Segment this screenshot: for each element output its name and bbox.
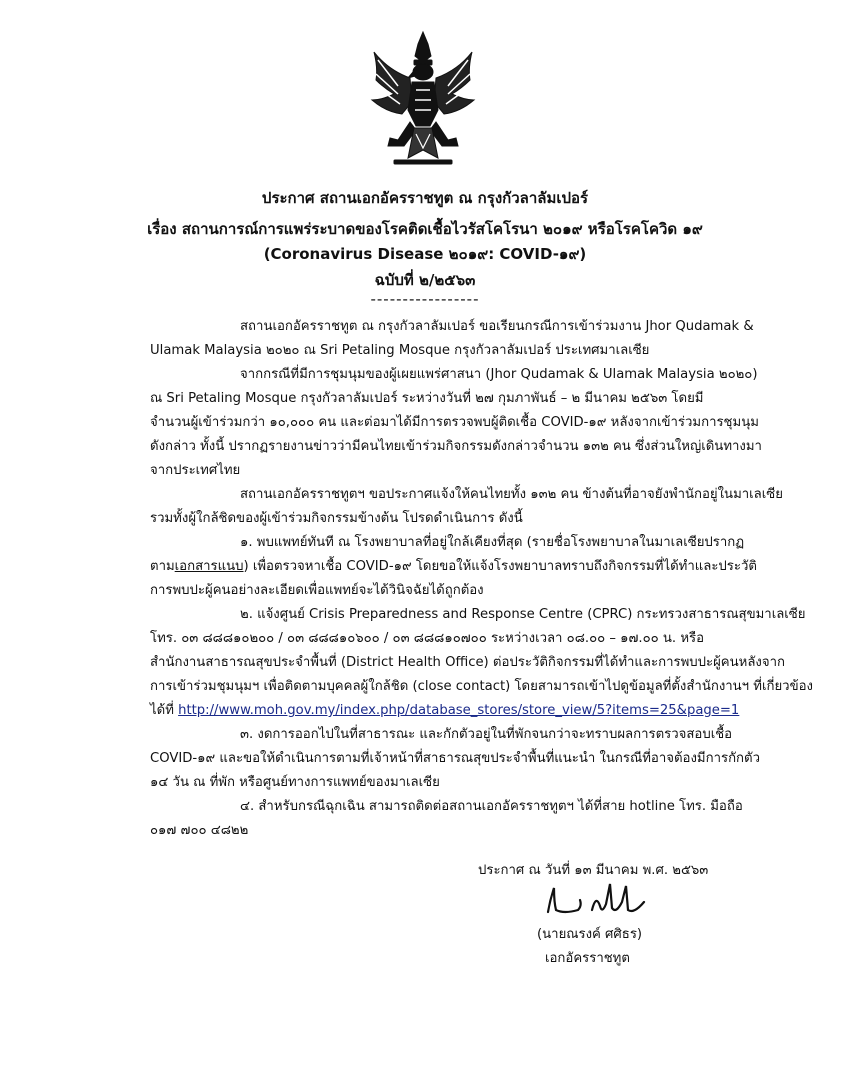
signatory-title: เอกอัครราชทูต	[545, 951, 630, 966]
moh-url-link[interactable]: http://www.moh.gov.my/index.php/database_stores/store_view/5?items=25&page=1	[178, 703, 740, 718]
item1-line3: การพบปะผู้คนอย่างละเอียดเพื่อแพทย์จะได้วินิจฉัยได้ถูกต้อง	[150, 583, 484, 598]
item2-line5	[150, 702, 739, 720]
item1-line2-prefix: ตาม	[150, 559, 175, 574]
item2-line2: โทร. ๐๓ ๘๘๘๑๐๒๐๐ / ๐๓ ๘๘๘๑๐๖๐๐ / ๐๓ ๘๘๘๑๐๗๐๐ ระหว่างเวลา ๐๘.๐๐ – ๑๗.๐๐ น. หรือ	[150, 631, 705, 646]
item4-line1: ๔. สำหรับกรณีฉุกเฉิน สามารถติดต่อสถานเอกอัครราชทูตฯ ได้ที่สาย hotline โทร. มือถือ	[240, 799, 743, 814]
item3-line1: ๓. งดการออกไปในที่สาธารณะ และกักตัวอยู่ในที่พักจนกว่าจะทราบผลการตรวจสอบเชื้อ	[240, 727, 733, 742]
para2-line2: ณ Sri Petaling Mosque กรุงกัวลาลัมเปอร์ ระหว่างวันที่ ๒๗ กุมภาพันธ์ – ๒ มีนาคม ๒๕๖๓ โดยมี	[150, 391, 704, 406]
attachment-link[interactable]: เอกสารแนบ	[174, 559, 244, 574]
garuda-emblem-icon	[368, 30, 478, 170]
signatory-name: (นายณรงค์ ศศิธร)	[537, 927, 643, 942]
para2-line4: ดังกล่าว ทั้งนี้ ปรากฏรายงานข่าวว่ามีคนไทยเข้าร่วมกิจกรรมดังกล่าวจำนวน ๑๓๒ คน ซึ่งส่วนใหญ่เดินทางมา	[150, 439, 762, 454]
signature-icon	[540, 880, 680, 922]
item1-line2	[150, 558, 757, 576]
subject-line: เรื่อง สถานการณ์การแพร่ระบาดของโรคติดเชื้อไวรัสโคโรนา ๒๐๑๙ หรือโรคโควิด ๑๙	[147, 220, 703, 238]
issue-number: ฉบับที่ ๒/๒๕๖๓	[374, 271, 476, 289]
header-divider: -----------------	[370, 290, 480, 308]
para2-line3: จำนวนผู้เข้าร่วมกว่า ๑๐,๐๐๐ คน และต่อมาได้มีการตรวจพบผู้ติดเชื้อ COVID-๑๙ หลังจากเข้าร่วมการชุมนุม	[150, 415, 759, 430]
para1-line2: Ulamak Malaysia ๒๐๒๐ ณ Sri Petaling Mosque กรุงกัวลาลัมเปอร์ ประเทศมาเลเซีย	[150, 343, 650, 358]
para1-line1: สถานเอกอัครราชทูต ณ กรุงกัวลาลัมเปอร์ ขอเรียนกรณีการเข้าร่วมงาน Jhor Qudamak &	[240, 319, 754, 334]
disease-name: (Coronavirus Disease ๒๐๑๙: COVID-๑๙)	[263, 245, 587, 263]
item2-line1: ๒. แจ้งศูนย์ Crisis Preparedness and Response Centre (CPRC) กระทรวงสาธารณสุขมาเลเซีย	[240, 607, 806, 622]
item2-line3: สำนักงานสาธารณสุขประจำพื้นที่ (District Health Office) ต่อประวัติกิจกรรมที่ได้ทำและการพบปะผู้คนหลังจาก	[150, 655, 785, 670]
item1-line1: ๑. พบแพทย์ทันที ณ โรงพยาบาลที่อยู่ใกล้เคียงที่สุด (รายชื่อโรงพยาบาลในมาเลเซียปรากฏ	[240, 535, 745, 550]
item2-line5-prefix: ได้ที่	[150, 703, 179, 718]
item2-line4: การเข้าร่วมชุมนุมฯ เพื่อติดตามบุคคลผู้ใกล้ชิด (close contact) โดยสามารถเข้าไปดูข้อมูลที่ตั้งสำนักงานฯ ที่เกี่ยวข้อง	[150, 679, 813, 694]
item1-line2-rest: ) เพื่อตรวจหาเชื้อ COVID-๑๙ โดยขอให้แจ้งโรงพยาบาลทราบถึงกิจกรรมที่ได้ทำและประวัติ	[243, 559, 757, 574]
para2-line1: จากกรณีที่มีการชุมนุมของผู้เผยแพร่ศาสนา (Jhor Qudamak & Ulamak Malaysia ๒๐๒๐)	[240, 367, 758, 382]
para2-line5: จากประเทศไทย	[150, 463, 241, 478]
announcement-date: ประกาศ ณ วันที่ ๑๓ มีนาคม พ.ศ. ๒๕๖๓	[478, 863, 709, 878]
item4-line2: ๐๑๗ ๗๐๐ ๔๘๒๒	[150, 823, 249, 838]
para3-line1: สถานเอกอัครราชทูตฯ ขอประกาศแจ้งให้คนไทยทั้ง ๑๓๒ คน ข้างต้นที่อาจยังพำนักอยู่ในมาเลเซีย	[240, 487, 783, 502]
para3-line2: รวมทั้งผู้ใกล้ชิดของผู้เข้าร่วมกิจกรรมข้างต้น โปรดดำเนินการ ดังนี้	[150, 511, 523, 526]
item3-line3: ๑๔ วัน ณ ที่พัก หรือศูนย์ทางการแพทย์ของมาเลเซีย	[150, 775, 440, 790]
item3-line2: COVID-๑๙ และขอให้ดำเนินการตามที่เจ้าหน้าที่สาธารณสุขประจำพื้นที่แนะนำ ในกรณีที่อาจต้องมีการกักตัว	[150, 751, 761, 766]
announcement-title: ประกาศ สถานเอกอัครราชทูต ณ กรุงกัวลาลัมเปอร์	[261, 189, 589, 207]
